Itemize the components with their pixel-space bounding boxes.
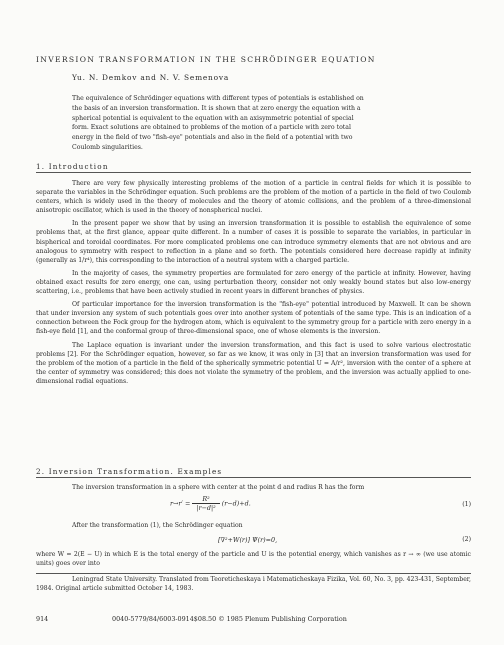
eq1-numerator: R² xyxy=(192,495,219,504)
after-equation-1 xyxy=(36,521,471,534)
paper-title: INVERSION TRANSFORMATION IN THE SCHRÖDINGER EQUATION xyxy=(36,55,376,64)
section-2-rule xyxy=(36,477,471,478)
eq1-lhs: r→r′ = xyxy=(170,499,191,508)
paragraph: where W = 2(E − U) in which E is the total energy of the particle and U is the potential energy, which vanishes as r → ∞ (we use atomic units) goes over into xyxy=(36,551,471,568)
section-2-heading: 2. Inversion Transformation. Examples xyxy=(36,467,223,476)
paragraph: Of particular importance for the inversion transformation is the "fish-eye" potential introduced by Maxwell. It can be shown that under inversion any system of such potentials goes over into another system of potentials of the same type. This is an indication of a connection between the Fock group for the hydrogen atom, which is equivalent to the symmetry group for a particle with zero energy in a fish-eye field [1], and the conformal group of three-dimensional space, one of whose elements is the inversion. xyxy=(36,301,471,336)
equation-1 xyxy=(170,495,251,512)
equation-2: [∇²+W(r)] Ψ(r)=0, xyxy=(218,536,278,544)
eq1-rhs: (r−d)+d. xyxy=(221,499,251,508)
equation-1-label: (1) xyxy=(462,501,471,508)
copyright-line: 0040-5779/84/6003-0914$08.50 © 1985 Plenum Publishing Corporation xyxy=(112,615,347,623)
eq1-fraction xyxy=(192,495,219,512)
footnote-text: Leningrad State University. Translated from Teoreticheskaya i Matematicheskaya Fizika, Vol. 60, No. 3, pp. 423-431, September, 1984. Original article submitted October 14, 1983. xyxy=(36,576,471,592)
page-number: 914 xyxy=(36,615,49,623)
eq1-denominator: |r−d|² xyxy=(196,504,216,512)
section-1-rule xyxy=(36,172,471,173)
paragraph: There are very few physically interesting problems of the motion of a particle in central fields for which it is possible to separate the variables in the Schrödinger equation. Such problems are the problem of the motion of a particle in the field of two Coulomb centers, which is widely used in the theory of molecules and the theory of atomic collisions, and the problem of a three-dimensional anisotropic oscillator, which is used in the theory of nonspherical nuclei. xyxy=(36,180,471,215)
paper-authors: Yu. N. Demkov and N. V. Semenova xyxy=(72,73,230,82)
footnote-rule xyxy=(36,573,471,574)
paragraph: In the majority of cases, the symmetry properties are formulated for zero energy of the particle at infinity. However, having obtained exact results for zero energy, one can, using perturbation theory, consider not only weakly bound states but also low-energy scattering, i.e., problems that have been actively studied in recent years in different branches of physics. xyxy=(36,269,471,296)
section-1-body xyxy=(36,179,471,390)
paragraph: After the transformation (1), the Schrödinger equation xyxy=(72,522,243,529)
equation-2-label: (2) xyxy=(462,536,471,543)
paragraph: The Laplace equation is invariant under the inversion transformation, and this fact is used to solve various electrostatic problems [2]. For the Schrödinger equation, however, so far as we know, it was only in [3] that an inversion transformation was used for the problem of the motion of a particle in the field of the spherically symmetric potential U = A/r², inversion with the center of a sphere at the center of symmetry was considered; this does not violate the symmetry of the problem, and the inversion was actually applied to one-dimensional radial equations. xyxy=(36,341,471,385)
paragraph: In the present paper we show that by using an inversion transformation it is possible to establish the equivalence of some problems that, at the first glance, appear quite different. In a number of cases it is possible to separate the variables, in particular in bispherical and toroidal coordinates. For more complicated problems one can introduce symmetry elements that are not obvious and are analogous to symmetry with respect to reflection in a plane and so forth. The potentials considered here decrease rapidly at infinity (generally as 1/r⁴), this corresponding to the interaction of a neutral system with a charged particle. xyxy=(36,220,471,264)
after-equation-2 xyxy=(36,550,471,572)
section-1-heading: 1. Introduction xyxy=(36,162,109,171)
abstract xyxy=(72,94,372,153)
paragraph: The inversion transformation in a sphere with center at the point d and radius R has the form xyxy=(72,484,365,491)
footnote xyxy=(36,575,471,593)
abstract-text: The equivalence of Schrödinger equations with different types of potentials is established on the basis of an inversion transformation. It is shown that at zero energy the equation with a spherical potential is equivalent to the equation with an axisymmetric potential of special form. Exact solutions are obtained to problems of the motion of a particle with zero total energy in the field of two "fish-eye" potentials and also in the field of a potential with two Coulomb singularities. xyxy=(72,95,364,151)
section-2-intro xyxy=(36,483,471,496)
